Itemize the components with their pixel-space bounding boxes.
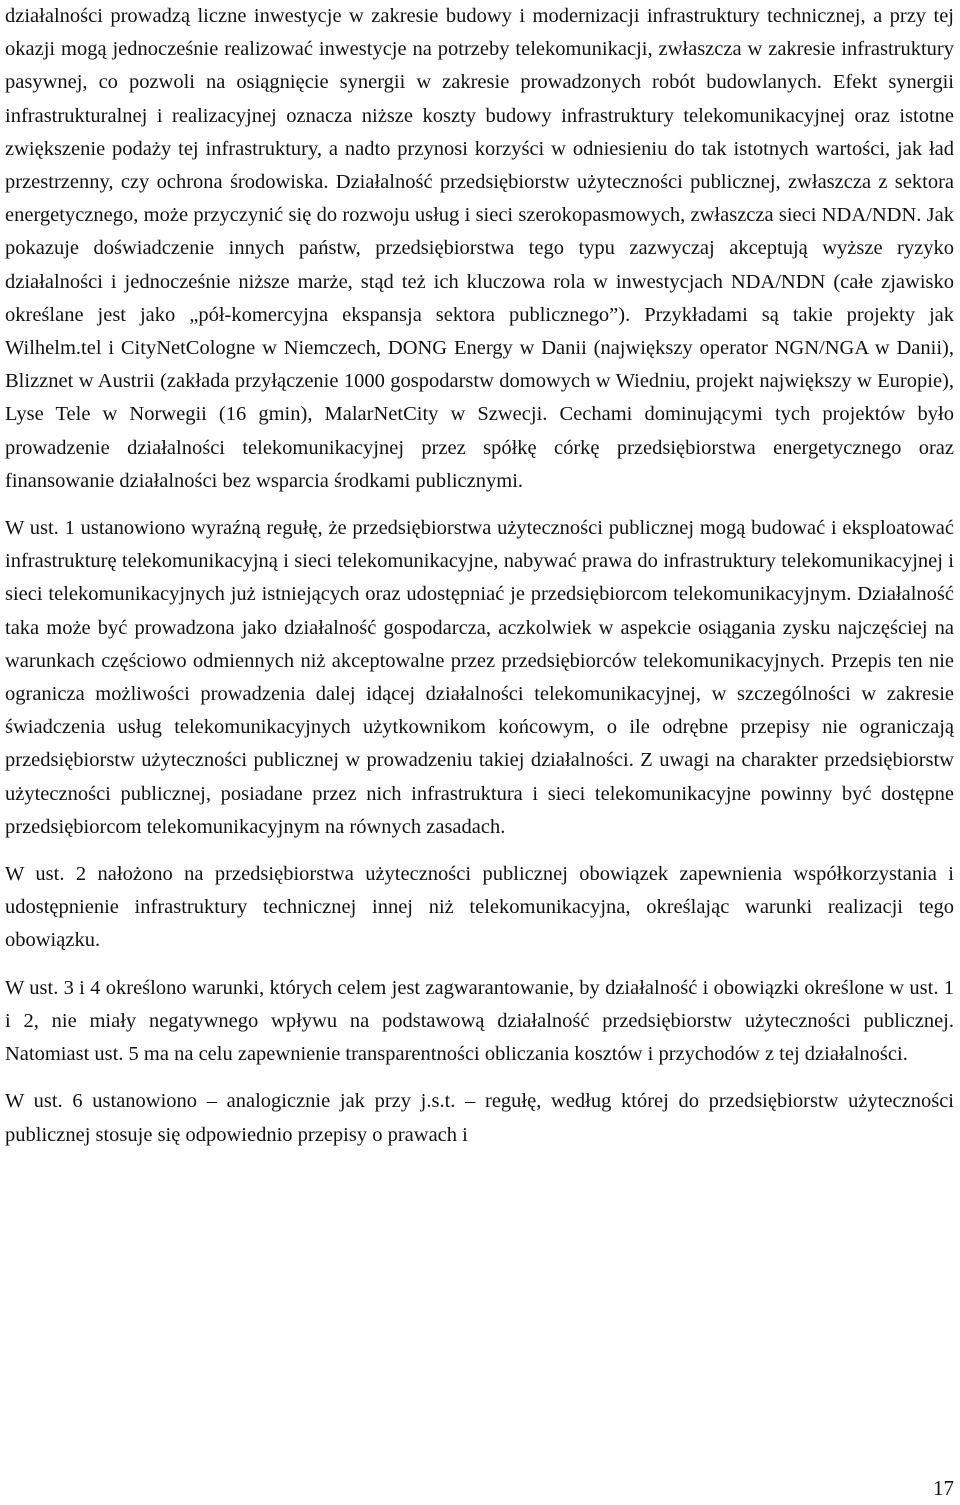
paragraph-ust-3-4: W ust. 3 i 4 określono warunki, których celem jest zagwarantowanie, by działalność i obowiązki określone w ust. 1 i 2, nie miały negatywnego wpływu na podstawową działalność przedsiębiorstw użyteczności publicznej. Natomiast ust. 5 ma na celu zapewnienie transparentności obliczania kosztów i przychodów z tej działalności. bbox=[5, 976, 954, 1066]
paragraph-synergy: działalności prowadzą liczne inwestycje w zakresie budowy i modernizacji infrastruktury technicznej, a przy tej okazji mogą jednocześnie realizować inwestycje na potrzeby telekomunikacji, zwłaszcza w zakresie infrastruktury pasywnej, co pozwoli na osiągnięcie synergii w zakresie prowadzonych robót budowlanych. Efekt synergii infrastrukturalnej i realizacyjnej oznacza niższe koszty budowy infrastruktury telekomunikacyjnej oraz istotne zwiększenie podaży tej infrastruktury, a nadto przynosi korzyści w odniesieniu do tak istotnych wartości, jak ład przestrzenny, czy ochrona środowiska. Działalność przedsiębiorstw użyteczności publicznej, zwłaszcza z sektora energetycznego, może przyczynić się do rozwoju usług i sieci szerokopasmowych, zwłaszcza sieci NDA/NDN. Jak pokazuje doświadczenie innych państw, przedsiębiorstwa tego typu zazwyczaj akceptują wyższe ryzyko działalności i jednocześnie niższe marże, stąd też ich kluczowa rola w inwestycjach NDA/NDN (całe zjawisko określane jest jako „pół-komercyjna ekspansja sektora publicznego”). Przykładami są takie projekty jak Wilhelm.tel i CityNetCologne w Niemczech, DONG Energy w Danii (największy operator NGN/NGA w Danii), Blizznet w Austrii (zakłada przyłączenie 1000 gospodarstw domowych w Wiedniu, projekt największy w Europie), Lyse Tele w Norwegii (16 gmin), MalarNetCity w Szwecji. Cechami dominującymi tych projektów było prowadzenie działalności telekomunikacyjnej przez spółkę córkę przedsiębiorstwa energetycznego oraz finansowanie działalności bez wsparcia środkami publicznymi. bbox=[5, 5, 954, 492]
paragraph-ust-2: W ust. 2 nałożono na przedsiębiorstwa użyteczności publicznej obowiązek zapewnienia współkorzystania i udostępnienie infrastruktury technicznej innej niż telekomunikacyjna, określając warunki realizacji tego obowiązku. bbox=[5, 863, 954, 952]
page-number: 17 bbox=[933, 1476, 954, 1500]
paragraph-ust-1: W ust. 1 ustanowiono wyraźną regułę, że przedsiębiorstwa użyteczności publicznej mogą budować i eksploatować infrastrukturę telekomunikacyjną i sieci telekomunikacyjne, nabywać prawa do infrastruktury telekomunikacyjnej i sieci telekomunikacyjnych już istniejących oraz udostępniać je przedsiębiorcom telekomunikacyjnym. Działalność taka może być prowadzona jako działalność gospodarcza, aczkolwiek w aspekcie osiągania zysku najczęściej na warunkach częściowo odmiennych niż akceptowalne przez przedsiębiorców telekomunikacyjnych. Przepis ten nie ogranicza możliwości prowadzenia dalej idącej działalności telekomunikacyjnej, w szczególności w zakresie świadczenia usług telekomunikacyjnych użytkownikom końcowym, o ile odrębne przepisy nie ograniczają przedsiębiorstw użyteczności publicznej w prowadzeniu takiej działalności. Z uwagi na charakter przedsiębiorstw użyteczności publicznej, posiadane przez nich infrastruktura i sieci telekomunikacyjne powinny być dostępne przedsiębiorcom telekomunikacyjnym na równych zasadach. bbox=[5, 517, 954, 838]
paragraph-ust-6: W ust. 6 ustanowiono – analogicznie jak przy j.s.t. – regułę, według której do przedsiębiorstw użyteczności publicznej stosuje się odpowiednio przepisy o prawach i bbox=[5, 1090, 954, 1146]
